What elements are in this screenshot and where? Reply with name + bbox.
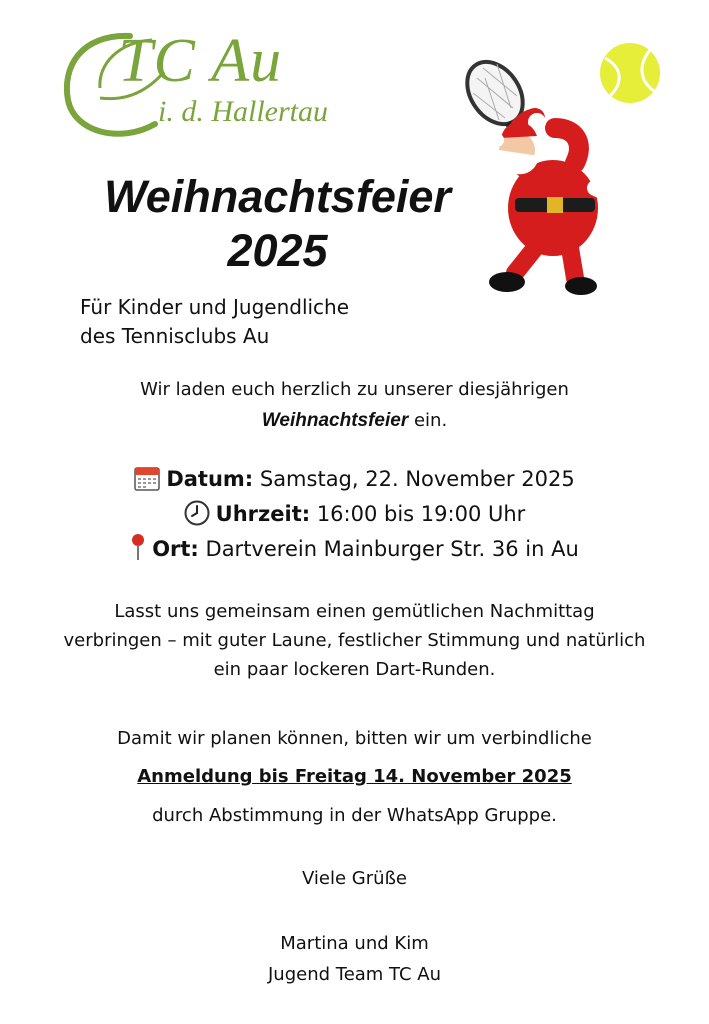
invitation-line1: Wir laden euch herzlich zu unserer diesjährigen bbox=[140, 379, 569, 400]
invitation-emphasis: Weihnachtsfeier bbox=[261, 410, 409, 431]
event-title-line1: Weihnachtsfeier bbox=[104, 171, 451, 222]
calendar-icon bbox=[134, 465, 160, 491]
invitation-line2 bbox=[0, 405, 709, 436]
time-value: 16:00 bis 19:00 Uhr bbox=[310, 502, 526, 526]
place-row bbox=[0, 532, 709, 567]
club-logo-subtitle: i. d. Hallertau bbox=[158, 95, 328, 128]
signature-names: Martina und Kim bbox=[280, 933, 429, 954]
signature bbox=[0, 928, 709, 990]
description-line1: Lasst uns gemeinsam einen gemütlichen Nachmittag bbox=[114, 601, 595, 622]
audience-line1: Für Kinder und Jugendliche bbox=[80, 295, 350, 319]
time-label: Uhrzeit: bbox=[215, 502, 311, 526]
audience-subtitle bbox=[80, 293, 349, 351]
place-value: Dartverein Mainburger Str. 36 in Au bbox=[198, 537, 579, 561]
description-line2: verbringen – mit guter Laune, festlicher Stimmung und natürlich bbox=[63, 630, 646, 651]
registration-intro: Damit wir planen können, bitten wir um verbindliche bbox=[117, 728, 592, 749]
event-title bbox=[60, 170, 495, 278]
date-value: Samstag, 22. November 2025 bbox=[253, 467, 575, 491]
registration-method: durch Abstimmung in der WhatsApp Gruppe. bbox=[152, 805, 557, 826]
audience-line2: des Tennisclubs Au bbox=[80, 324, 270, 348]
event-details bbox=[0, 462, 709, 567]
closing-greeting: Viele Grüße bbox=[302, 868, 407, 889]
date-label: Datum: bbox=[166, 467, 254, 491]
clock-icon bbox=[184, 500, 210, 526]
signature-team: Jugend Team TC Au bbox=[267, 964, 442, 985]
description-paragraph bbox=[0, 597, 709, 684]
invitation-suffix: ein. bbox=[408, 410, 448, 431]
registration-deadline: Anmeldung bis Freitag 14. November 2025 bbox=[137, 766, 572, 787]
pin-icon bbox=[130, 533, 146, 561]
date-row bbox=[0, 462, 709, 497]
club-logo-name: TC Au bbox=[118, 27, 283, 95]
time-row bbox=[0, 497, 709, 532]
place-label: Ort: bbox=[152, 537, 199, 561]
invitation-text bbox=[0, 374, 709, 436]
description-line3: ein paar lockeren Dart-Runden. bbox=[213, 659, 496, 680]
event-title-year: 2025 bbox=[227, 225, 328, 276]
